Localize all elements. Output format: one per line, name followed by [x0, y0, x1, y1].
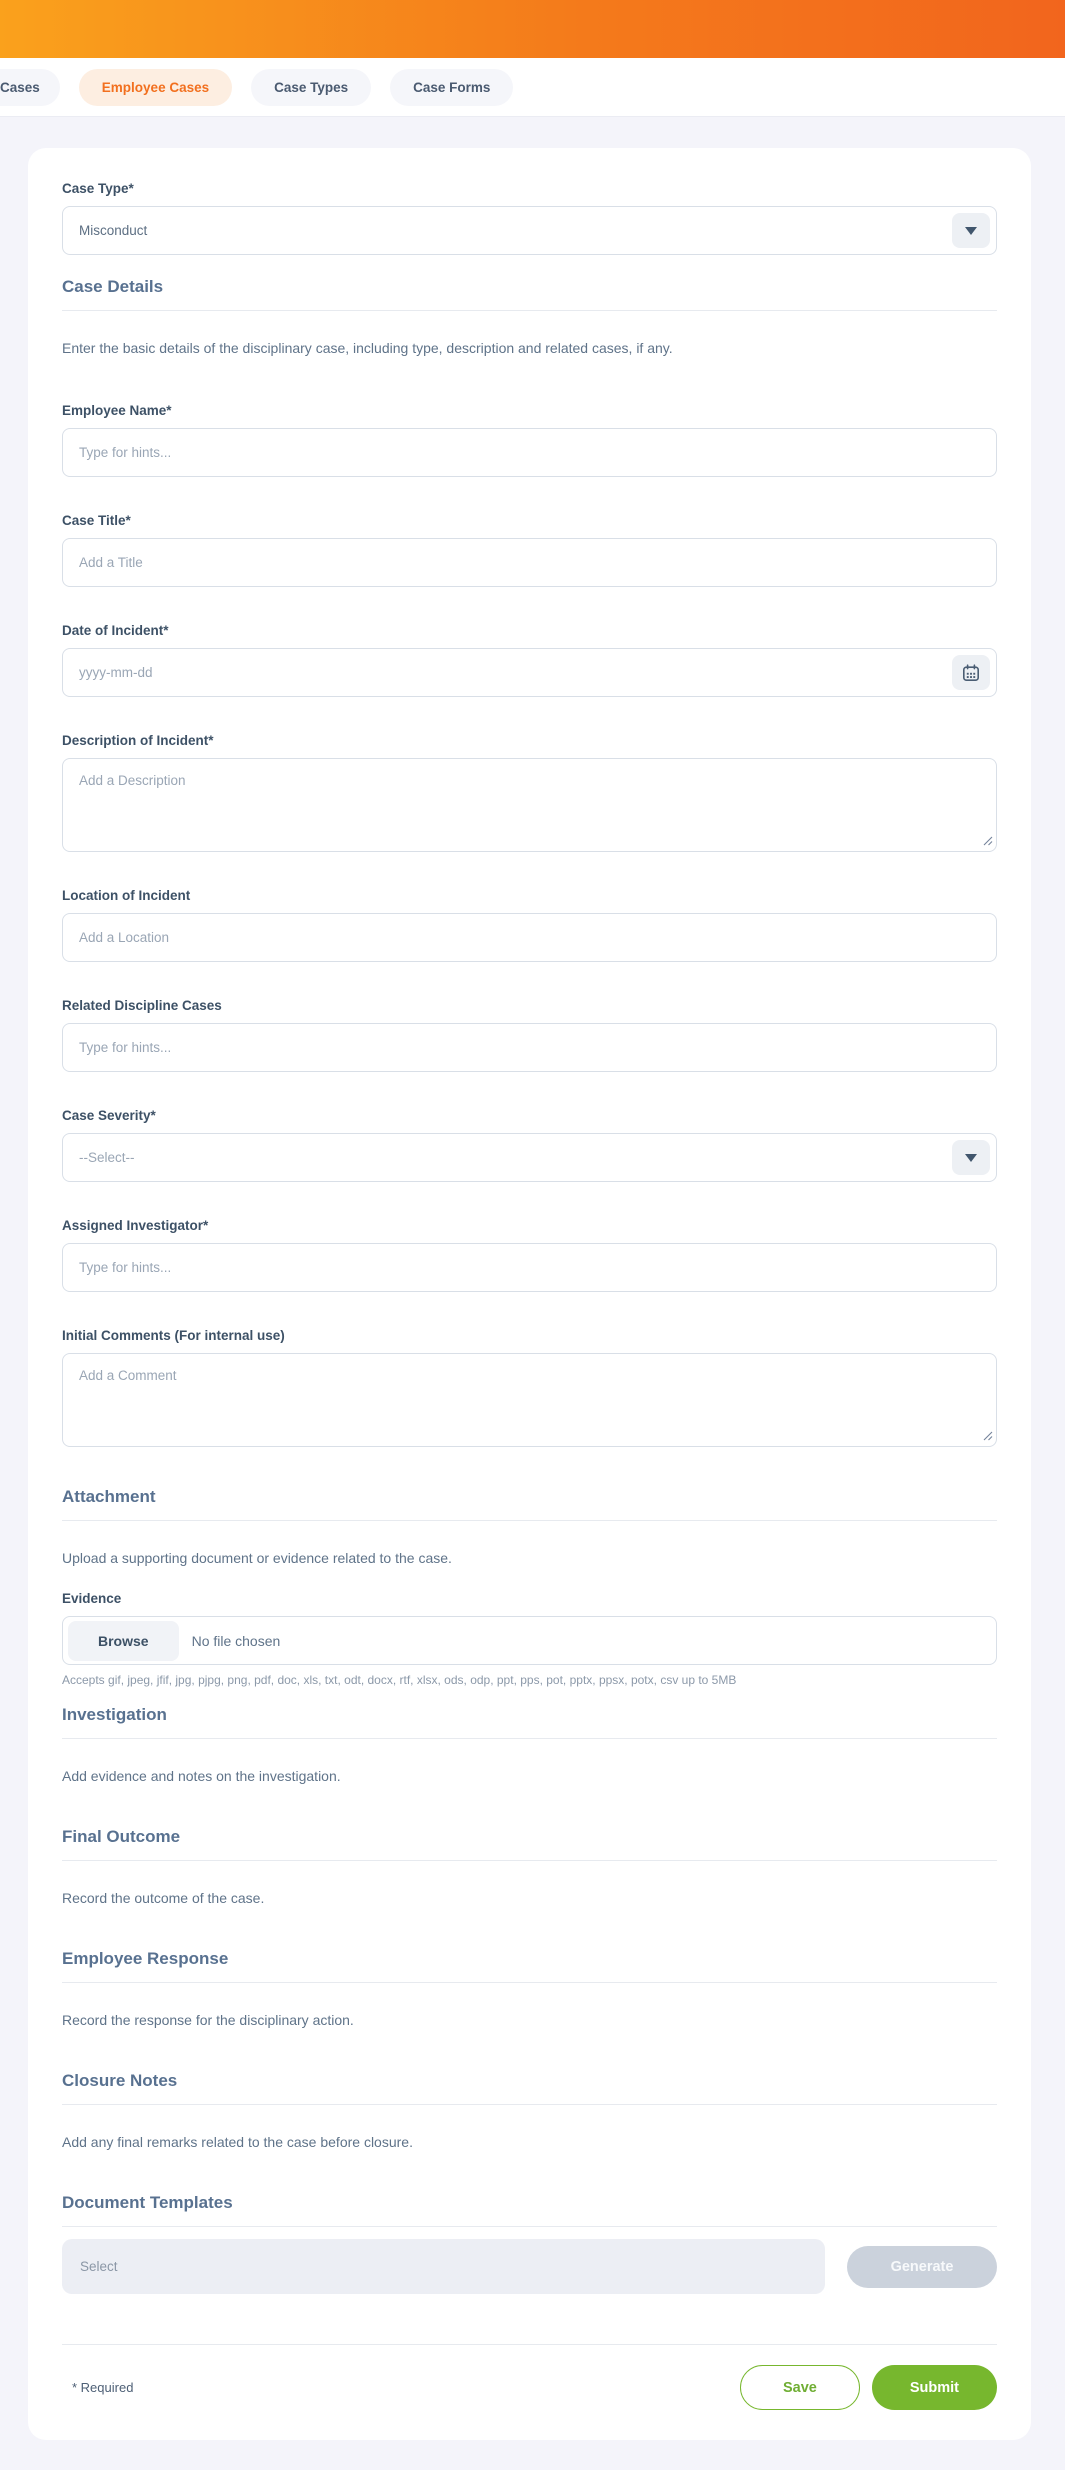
date-picker-button[interactable] — [952, 655, 990, 690]
initial-comments-field — [62, 1328, 997, 1447]
employee-response-title: Employee Response — [62, 1949, 229, 1968]
evidence-file-input[interactable] — [62, 1616, 997, 1665]
closure-notes-title: Closure Notes — [62, 2071, 178, 2090]
employee-name-label: Employee Name* — [62, 403, 172, 418]
save-button[interactable]: Save — [740, 2365, 860, 2410]
calendar-icon — [961, 663, 981, 683]
final-outcome-description: Record the outcome of the case. — [62, 1890, 265, 1906]
date-of-incident-label: Date of Incident* — [62, 623, 169, 638]
chevron-down-icon — [965, 227, 977, 235]
location-of-incident-field — [62, 888, 997, 962]
date-of-incident-input[interactable] — [62, 648, 997, 697]
description-of-incident-field — [62, 733, 997, 852]
case-details-title: Case Details — [62, 277, 164, 296]
assigned-investigator-input[interactable] — [62, 1243, 997, 1292]
divider — [62, 2344, 997, 2345]
divider — [62, 1982, 997, 1983]
tab-bar — [0, 58, 1065, 117]
investigation-section — [62, 1705, 997, 1785]
divider — [62, 1738, 997, 1739]
case-severity-label: Case Severity* — [62, 1108, 156, 1123]
employee-name-field — [62, 403, 997, 477]
case-type-label: Case Type* — [62, 181, 134, 196]
accepted-formats-text: Accepts gif, jpeg, jfif, jpg, pjpg, png, pdf, doc, xls, txt, odt, docx, rtf, xlsx, ods, odp, ppt, pps, pot, pptx, ppsx, potx, csv up to 5MB — [62, 1673, 737, 1687]
document-template-select-placeholder: Select — [80, 2259, 118, 2274]
divider — [62, 2104, 997, 2105]
description-of-incident-textarea[interactable] — [62, 758, 997, 852]
closure-notes-description: Add any final remarks related to the case before closure. — [62, 2134, 413, 2150]
final-outcome-title: Final Outcome — [62, 1827, 181, 1846]
case-details-section — [62, 277, 997, 357]
description-of-incident-label: Description of Incident* — [62, 733, 214, 748]
divider — [62, 1520, 997, 1521]
related-discipline-cases-input[interactable] — [62, 1023, 997, 1072]
case-severity-value: --Select-- — [79, 1150, 135, 1165]
case-title-field — [62, 513, 997, 587]
document-templates-title: Document Templates — [62, 2193, 233, 2212]
form-footer — [62, 2365, 997, 2410]
document-template-select[interactable] — [62, 2239, 825, 2294]
location-of-incident-label: Location of Incident — [62, 888, 191, 903]
related-discipline-cases-label: Related Discipline Cases — [62, 998, 222, 1013]
tab-employee-cases[interactable]: Employee Cases — [79, 69, 232, 106]
submit-button[interactable]: Submit — [872, 2365, 997, 2410]
related-discipline-cases-field — [62, 998, 997, 1072]
document-templates-section — [62, 2193, 997, 2294]
initial-comments-label: Initial Comments (For internal use) — [62, 1328, 285, 1343]
case-title-input[interactable] — [62, 538, 997, 587]
case-type-dropdown-button[interactable] — [952, 213, 990, 248]
assigned-investigator-field — [62, 1218, 997, 1292]
attachment-title: Attachment — [62, 1487, 156, 1506]
investigation-title: Investigation — [62, 1705, 167, 1724]
tab-cases[interactable]: Cases — [0, 69, 60, 106]
evidence-label: Evidence — [62, 1591, 122, 1606]
closure-notes-section — [62, 2071, 997, 2151]
case-severity-select[interactable] — [62, 1133, 997, 1182]
case-type-select[interactable] — [62, 206, 997, 255]
employee-name-input[interactable] — [62, 428, 997, 477]
attachment-description: Upload a supporting document or evidence related to the case. — [62, 1550, 452, 1566]
top-navbar — [0, 0, 1065, 58]
tab-case-types[interactable]: Case Types — [251, 69, 371, 106]
case-details-description: Enter the basic details of the disciplinary case, including type, description and related cases, if any. — [62, 340, 673, 356]
employee-response-section — [62, 1949, 997, 2029]
generate-button[interactable]: Generate — [847, 2246, 997, 2288]
no-file-chosen-text: No file chosen — [191, 1632, 281, 1649]
case-severity-dropdown-button[interactable] — [952, 1140, 990, 1175]
employee-response-description: Record the response for the disciplinary action. — [62, 2012, 354, 2028]
case-type-value: Misconduct — [79, 223, 148, 238]
assigned-investigator-label: Assigned Investigator* — [62, 1218, 209, 1233]
divider — [62, 2226, 997, 2227]
evidence-field — [62, 1591, 997, 1687]
browse-button[interactable]: Browse — [68, 1621, 179, 1661]
case-title-label: Case Title* — [62, 513, 131, 528]
divider — [62, 1860, 997, 1861]
chevron-down-icon — [965, 1154, 977, 1162]
attachment-section — [62, 1487, 997, 1687]
tab-case-forms[interactable]: Case Forms — [390, 69, 513, 106]
case-type-field — [62, 181, 997, 255]
divider — [62, 310, 997, 311]
required-note: * Required — [72, 2380, 134, 2395]
date-of-incident-field — [62, 623, 997, 697]
final-outcome-section — [62, 1827, 997, 1907]
initial-comments-textarea[interactable] — [62, 1353, 997, 1447]
location-of-incident-input[interactable] — [62, 913, 997, 962]
case-severity-field — [62, 1108, 997, 1182]
case-form-card — [28, 148, 1031, 2440]
investigation-description: Add evidence and notes on the investigation. — [62, 1768, 341, 1784]
